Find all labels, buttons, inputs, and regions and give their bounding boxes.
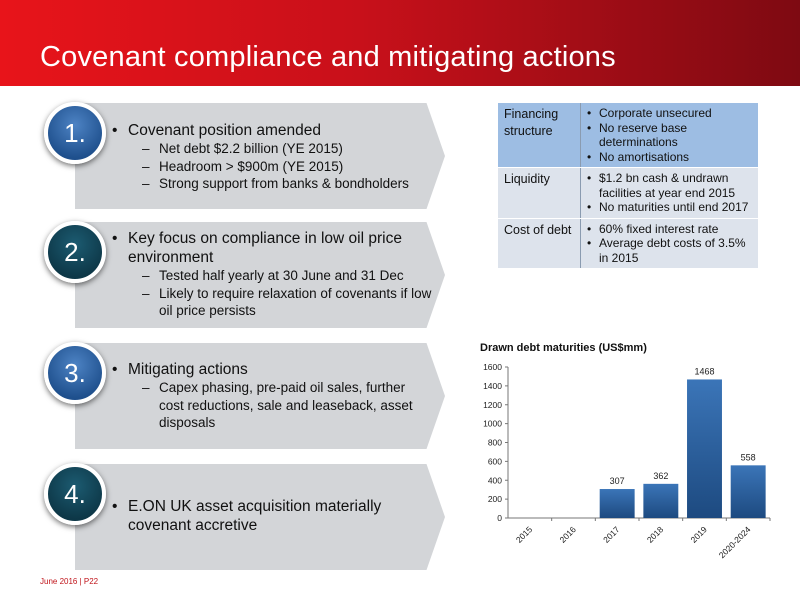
chart-bar bbox=[731, 465, 766, 518]
chart-title: Drawn debt maturities (US$mm) bbox=[480, 342, 647, 354]
y-tick-label: 200 bbox=[487, 494, 502, 505]
table-item: Average debt costs of 3.5% in 2015 bbox=[599, 236, 746, 265]
step-1-sub-2: Headroom > $900m (YE 2015) bbox=[159, 158, 344, 174]
step-2-heading: Key focus on compliance in low oil price environment bbox=[128, 230, 402, 266]
y-tick-label: 600 bbox=[487, 456, 502, 467]
step-3-sub-1: Capex phasing, pre-paid oil sales, further cost reductions, sale and leaseback, asset disposals bbox=[159, 380, 413, 430]
table-row-label: Cost of debt bbox=[498, 218, 581, 269]
page-title: Covenant compliance and mitigating actions bbox=[40, 41, 616, 73]
step-3-content: • Mitigating actions – Capex phasing, pre-paid oil sales, further cost reductions, sale and leaseback, asset disposals bbox=[112, 360, 432, 432]
step-2-sub-2: Likely to require relaxation of covenants if low oil price persists bbox=[159, 285, 432, 318]
table-item: No reserve base determinations bbox=[599, 120, 688, 149]
table-item: 60% fixed interest rate bbox=[599, 221, 719, 236]
step-2-number: 2. bbox=[44, 221, 106, 283]
y-tick-label: 1600 bbox=[483, 362, 502, 372]
table-row-values: • $1.2 bn cash & undrawn facilities at year end 2015 • No maturities until end 2017 bbox=[581, 168, 759, 219]
table-item: No amortisations bbox=[599, 149, 690, 164]
chart-bar bbox=[687, 379, 722, 518]
y-tick-label: 0 bbox=[497, 513, 502, 523]
bar-data-label: 362 bbox=[653, 470, 669, 481]
step-1-heading: Covenant position amended bbox=[128, 122, 322, 139]
footer-text: June 2016 | P22 bbox=[40, 577, 99, 586]
step-2-sub-1: Tested half yearly at 30 June and 31 Dec bbox=[159, 268, 404, 283]
chart-axes bbox=[483, 362, 770, 560]
x-tick-label: 2019 bbox=[688, 524, 709, 545]
y-tick-label: 400 bbox=[487, 475, 502, 486]
x-tick-label: 2020-2024 bbox=[716, 524, 753, 561]
x-tick-label: 2015 bbox=[513, 524, 535, 545]
chart-bars bbox=[600, 366, 766, 518]
step-3-number: 3. bbox=[44, 342, 106, 404]
bar-data-label: 307 bbox=[609, 476, 625, 487]
x-tick-label: 2017 bbox=[601, 524, 622, 545]
chart-bar bbox=[643, 484, 678, 518]
chart-bar bbox=[600, 489, 635, 518]
step-1-number: 1. bbox=[44, 102, 106, 164]
table-item: No maturities until end 2017 bbox=[599, 200, 749, 214]
y-tick-label: 1000 bbox=[483, 418, 502, 429]
table-row-values: • 60% fixed interest rate • Average debt costs of 3.5% in 2015 bbox=[581, 218, 759, 269]
step-4-heading: E.ON UK asset acquisition materially covenant accretive bbox=[128, 498, 382, 534]
y-tick-label: 1400 bbox=[483, 380, 502, 391]
step-3-heading: Mitigating actions bbox=[128, 361, 248, 378]
table-row-values: • Corporate unsecured • No reserve base determinations • No amortisations bbox=[581, 103, 759, 168]
bar-data-label: 558 bbox=[740, 452, 756, 463]
bar-data-label: 1468 bbox=[694, 366, 715, 377]
y-tick-label: 1200 bbox=[483, 399, 502, 410]
x-tick-label: 2016 bbox=[557, 524, 578, 545]
table-row-label: Liquidity bbox=[498, 168, 581, 219]
step-1-sub-3: Strong support from banks & bondholders bbox=[159, 176, 409, 191]
step-2-content: • Key focus on compliance in low oil price environment – Tested half yearly at 30 June and 31 Dec – Likely to require relaxation of covenants if low oil price persists bbox=[112, 230, 432, 318]
step-1-content: • Covenant position amended – Net debt $2.2 billion (YE 2015) – Headroom > $900m (YE 2015) – Strong support from banks & bondholders bbox=[112, 122, 409, 191]
table-item: $1.2 bn cash & undrawn facilities at year end 2015 bbox=[599, 171, 736, 200]
step-1-sub-1: Net debt $2.2 billion (YE 2015) bbox=[159, 141, 343, 156]
y-tick-label: 800 bbox=[487, 437, 502, 448]
x-tick-label: 2018 bbox=[644, 524, 666, 545]
step-4-content: • E.ON UK asset acquisition materially covenant accretive bbox=[112, 497, 432, 535]
table-item: Corporate unsecured bbox=[599, 106, 712, 120]
step-4-number: 4. bbox=[44, 463, 106, 525]
table-row-label: Financing structure bbox=[498, 103, 581, 168]
